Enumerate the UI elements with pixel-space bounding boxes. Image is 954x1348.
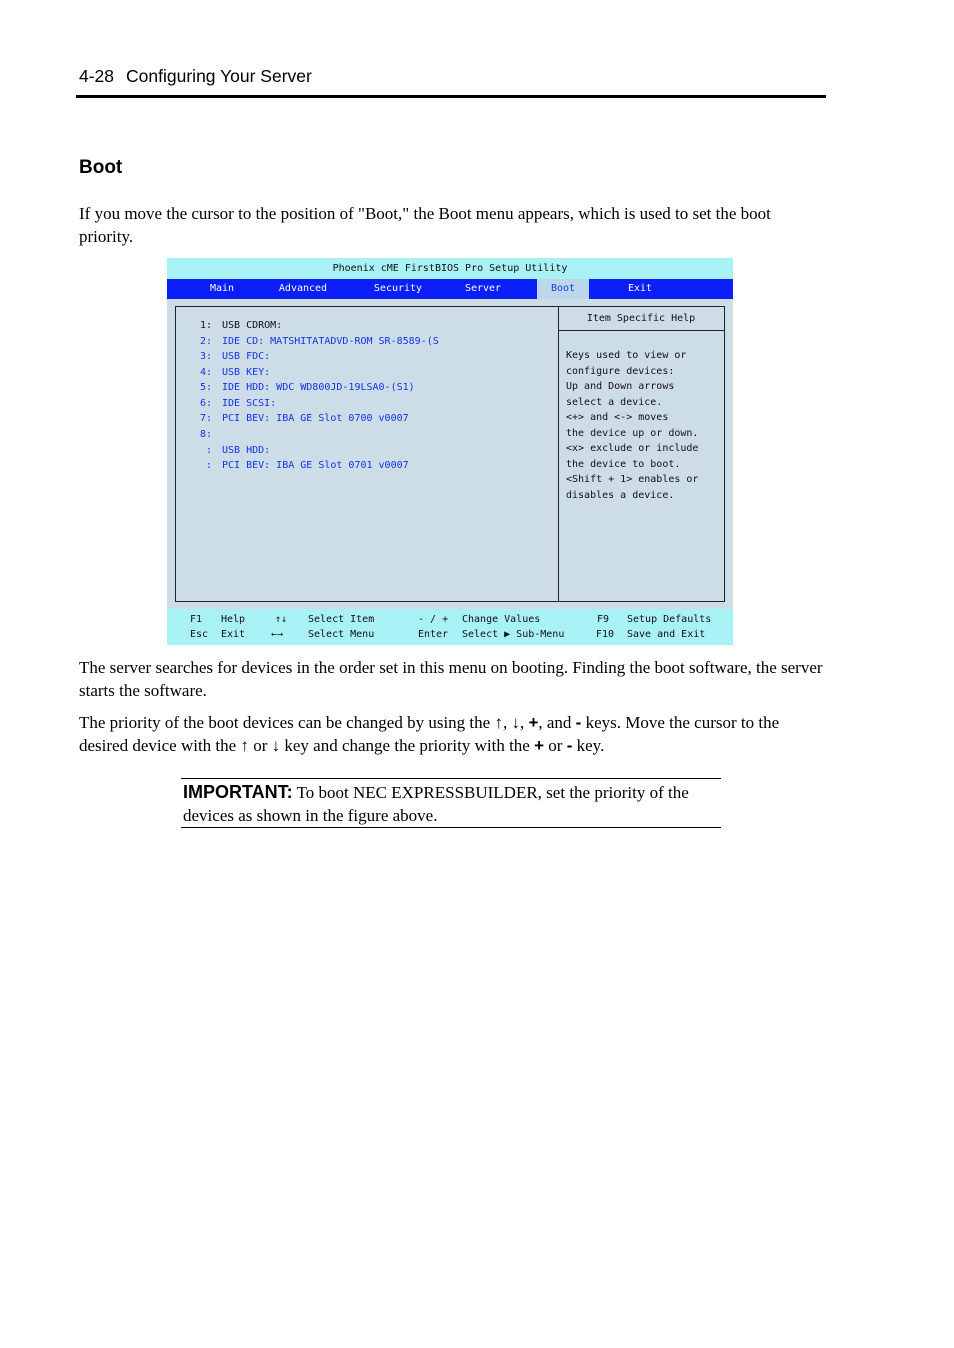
item-help-panel: [558, 306, 725, 602]
key-f10: F10: [596, 629, 615, 640]
key-minus-plus-label: Change Values: [462, 614, 541, 625]
minus-key-glyph: -: [566, 736, 573, 755]
bios-menu-advanced[interactable]: Advanced: [278, 283, 328, 294]
chapter-title: Configuring Your Server: [126, 66, 312, 86]
key-esc-label: Exit: [221, 629, 246, 640]
help-line: the device up or down.: [566, 428, 699, 439]
bios-menu-main[interactable]: Main: [209, 283, 235, 294]
minus-key-glyph: -: [575, 713, 582, 732]
bios-key-legend: [167, 609, 733, 645]
bios-screenshot: [167, 258, 733, 645]
bios-menu-server[interactable]: Server: [464, 283, 502, 294]
help-line: configure devices:: [566, 366, 675, 377]
help-line: Up and Down arrows: [566, 381, 675, 392]
section-title: Boot: [79, 157, 123, 178]
plus-key-glyph: +: [528, 713, 539, 732]
key-enter: Enter: [418, 629, 449, 640]
running-header: [79, 66, 312, 87]
key-esc: Esc: [190, 629, 209, 640]
bios-menu-security[interactable]: Security: [373, 283, 423, 294]
key-updown-label: Select Item: [308, 614, 375, 625]
key-leftright-label: Select Menu: [308, 629, 375, 640]
important-label: IMPORTANT:: [183, 782, 293, 802]
key-f1-label: Help: [221, 614, 246, 625]
help-line: <Shift + 1> enables or: [566, 474, 699, 485]
help-title: Item Specific Help: [558, 307, 724, 331]
help-line: Keys used to view or: [566, 350, 687, 361]
plus-key-glyph: +: [534, 736, 545, 755]
header-rule: [76, 95, 826, 98]
boot-priority-list: 1: USB CDROM: 2: IDE CD: MATSHITATADVD-ROM SR-8589-(S 3: USB FDC: 4: USB KEY: 5: IDE HDD: WDC WD800JD-19LSA0-(S1) 6: IDE SCSI: 7: PCI BEV: IBA GE Slot 0700 v0007 8: : USB HDD: : PCI BEV: IBA GE Slot 0701 v0007: [175, 306, 559, 602]
intro-paragraph: If you move the cursor to the position of "Boot," the Boot menu appears, which is used to set the boot priority.: [79, 204, 771, 246]
up-arrow-glyph: ↑: [240, 736, 249, 755]
key-f10-label: Save and Exit: [627, 629, 706, 640]
bios-menu-exit[interactable]: Exit: [627, 283, 653, 294]
bios-menu-boot[interactable]: Boot: [537, 279, 589, 299]
key-f9: F9: [597, 614, 610, 625]
key-f1: F1: [190, 614, 203, 625]
key-minus-plus: - / +: [418, 614, 449, 625]
key-leftright-arrows: ←→: [271, 629, 284, 640]
bios-menu-bar: [167, 279, 733, 299]
priority-paragraph: The priority of the boot devices can be changed by using the ↑, ↓, +, and - keys. Move the cursor to the desired device with the ↑ or ↓ key and change the priority with the + or - key.: [79, 713, 780, 755]
important-note: [181, 778, 721, 828]
down-arrow-glyph: ↓: [511, 713, 520, 732]
help-line: <x> exclude or include: [566, 443, 699, 454]
page-number: 4-28: [79, 66, 115, 86]
help-line: the device to boot.: [566, 459, 681, 470]
boot-order-paragraph: The server searches for devices in the order set in this menu on booting. Finding the boot software, the server starts the software.: [79, 658, 823, 700]
up-arrow-glyph: ↑: [494, 713, 503, 732]
help-line: select a device.: [566, 397, 663, 408]
important-text: To boot NEC EXPRESSBUILDER, set the priority of the devices as shown in the figure above.: [183, 783, 689, 825]
key-enter-label: Select ▶ Sub-Menu: [462, 629, 565, 640]
help-line: <+> and <-> moves: [566, 412, 669, 423]
down-arrow-glyph: ↓: [271, 736, 281, 755]
key-updown-arrows: ↑↓: [275, 614, 288, 625]
help-line: disables a device.: [566, 490, 675, 501]
bios-title: Phoenix cME FirstBIOS Pro Setup Utility: [167, 258, 733, 279]
key-f9-label: Setup Defaults: [627, 614, 712, 625]
